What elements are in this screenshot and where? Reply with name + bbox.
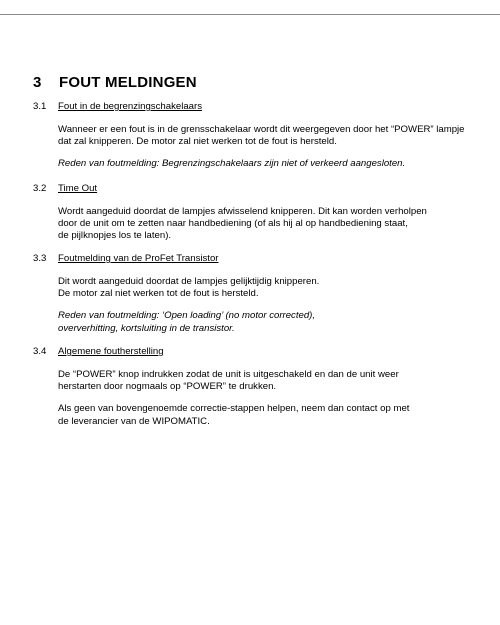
error-reason — [58, 310, 319, 334]
paragraph-line: Als geen van bovengenoemde correctie-stappen helpen, neem dan contact op met — [58, 403, 410, 415]
section-heading — [33, 346, 409, 358]
section-3-4 — [33, 346, 409, 428]
error-reason — [58, 158, 465, 170]
paragraph-line: de pijlknopjes los te laten). — [58, 230, 172, 242]
paragraph-line: Reden van foutmelding: ‘Open loading’ (no motor corrected), — [58, 310, 316, 322]
paragraph-line: De “POWER” knop indrukken zodat de unit is uitgeschakeld en dan de unit weer — [58, 369, 399, 380]
paragraph — [58, 276, 319, 300]
header-rule — [0, 14, 500, 15]
section-number: 3.2 — [33, 183, 47, 194]
section-heading — [33, 101, 465, 113]
chapter-heading — [33, 74, 197, 91]
paragraph — [58, 369, 409, 393]
section-heading — [33, 253, 319, 265]
section-title: Fout in de begrenzingschakelaars — [58, 101, 202, 112]
section-title: Algemene foutherstelling — [58, 346, 164, 357]
paragraph-line: Wordt aangeduid doordat de lampjes afwisselend knipperen. Dit kan worden verholpen — [58, 206, 427, 217]
chapter-title: FOUT MELDINGEN — [59, 74, 197, 91]
paragraph-line: Reden van foutmelding: Begrenzingschakelaars zijn niet of verkeerd aangesloten. — [58, 158, 406, 170]
paragraph — [58, 403, 409, 427]
section-number: 3.3 — [33, 253, 47, 264]
paragraph-line: dat zal knipperen. De motor zal niet werken tot de fout is hersteld. — [58, 136, 337, 148]
chapter-number: 3 — [33, 74, 42, 91]
paragraph-line: Wanneer er een fout is in de grensschakelaar wordt dit weergegeven door het “POWER” lampje — [58, 124, 465, 135]
paragraph-line: De motor zal niet werken tot de fout is hersteld. — [58, 288, 259, 300]
section-3-2 — [33, 183, 427, 243]
paragraph-line: Dit wordt aangeduid doordat de lampjes gelijktijdig knipperen. — [58, 276, 320, 287]
paragraph — [58, 124, 465, 148]
paragraph — [58, 206, 427, 243]
paragraph-line: door de unit om te zetten naar handbediening (of als hij al op handbediening staat, — [58, 218, 408, 230]
section-3-1 — [33, 101, 465, 171]
section-number: 3.1 — [33, 101, 47, 112]
paragraph-line: de leverancier van de WIPOMATIC. — [58, 415, 210, 427]
section-title: Foutmelding van de ProFet Transistor — [58, 253, 219, 264]
section-3-3 — [33, 253, 319, 335]
paragraph-line: herstarten door nogmaals op “POWER” te drukken. — [58, 381, 277, 393]
section-heading — [33, 183, 427, 195]
section-title: Time Out — [58, 183, 98, 194]
section-number: 3.4 — [33, 346, 47, 357]
paragraph-line: oververhitting, kortsluiting in de transistor. — [58, 322, 235, 334]
